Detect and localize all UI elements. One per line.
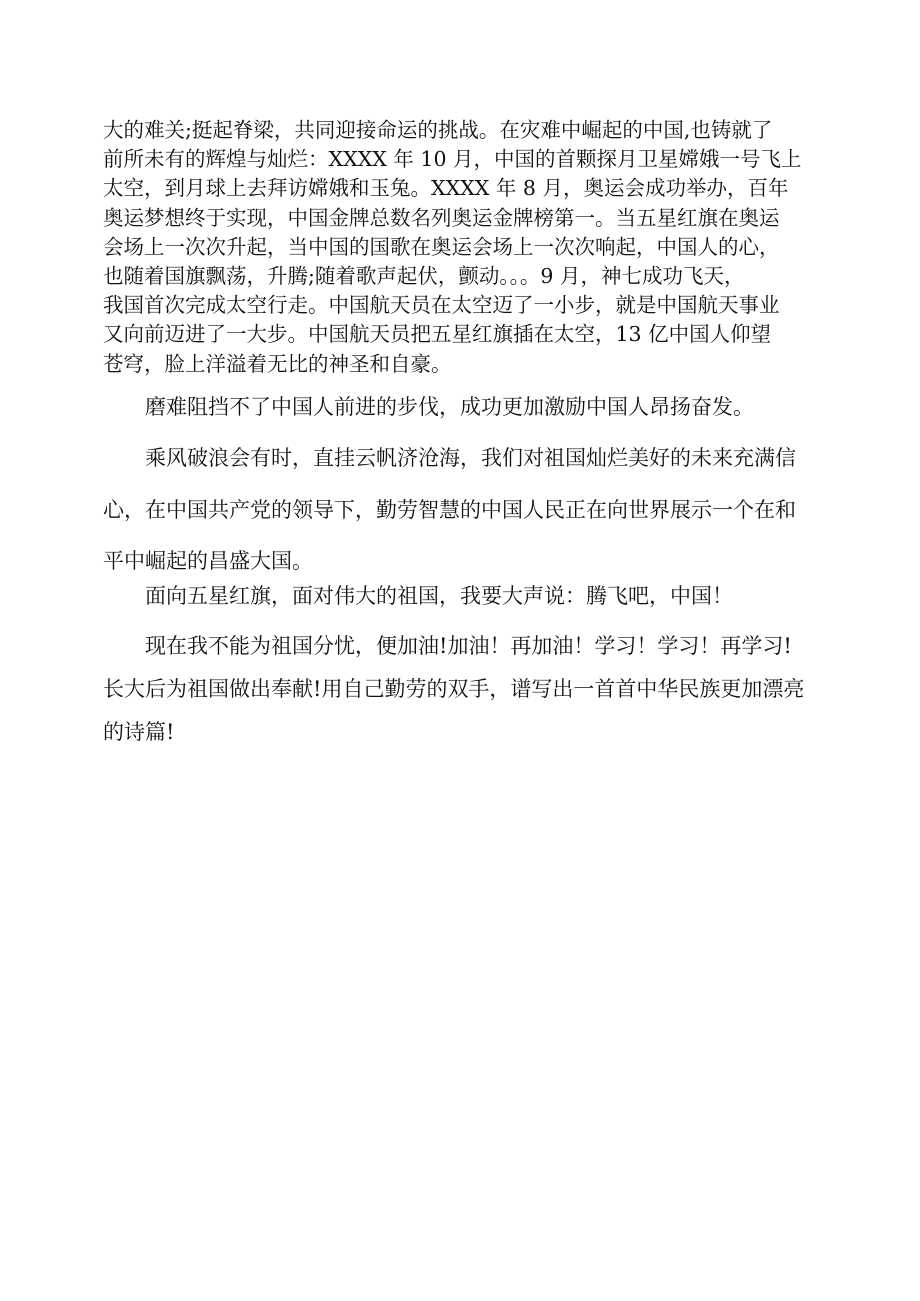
text-line: 平中崛起的昌盛大国。 — [103, 549, 313, 573]
text-line: 心，在中国共产党的领导下，勤劳智慧的中国人民正在向世界展示一个在和 — [103, 497, 796, 522]
text-line: 长大后为祖国做出奉献!用自己勤劳的双手，谱写出一首首中华民族更加漂亮 — [103, 677, 805, 701]
text-line: 的诗篇! — [103, 720, 175, 744]
text-line: 现在我不能为祖国分忧，便加油!加油！再加油！学习！学习！再学习! — [145, 634, 792, 658]
text-line: 又向前迈进了一大步。中国航天员把五星红旗插在太空，13 亿中国人仰望 — [103, 322, 772, 347]
text-line: 前所未有的辉煌与灿烂：XXXX 年 10 月，中国的首颗探月卫星嫦娥一号飞上 — [103, 147, 802, 172]
text-line: 苍穹，脸上洋溢着无比的神圣和自豪。 — [103, 351, 452, 376]
text-line: 会场上一次次升起，当中国的国歌在奥运会场上一次次响起，中国人的心， — [103, 234, 780, 259]
paragraph-flag — [103, 578, 843, 614]
text-line: 太空，到月球上去拜访嫦娥和玉兔。XXXX 年 8 月，奥运会成功举办，百年 — [103, 176, 789, 201]
paragraph-hardship — [103, 389, 843, 425]
paragraph-achievements — [103, 116, 843, 379]
paragraph-future — [103, 433, 843, 588]
paragraph-study — [103, 625, 843, 754]
text-line: 奥运梦想终于实现，中国金牌总数名列奥运金牌榜第一。当五星红旗在奥运 — [103, 205, 780, 230]
text-line: 大的难关;挺起脊梁，共同迎接命运的挑战。在灾难中崛起的中国,也铸就了 — [103, 118, 773, 142]
text-line: 乘风破浪会有时，直挂云帆济沧海，我们对祖国灿烂美好的未来充满信 — [145, 446, 796, 470]
text-line: 也随着国旗飘荡，升腾;随着歌声起伏，颤动。。。9 月，神七成功飞天， — [103, 264, 745, 289]
text-line: 面向五星红旗，面对伟大的祖国，我要大声说：腾飞吧，中国！ — [145, 584, 733, 608]
text-line: 磨难阻挡不了中国人前进的步伐，成功更加激励中国人昂扬奋发。 — [145, 395, 754, 419]
text-line: 我国首次完成太空行走。中国航天员在太空迈了一小步，就是中国航天事业 — [103, 293, 780, 318]
